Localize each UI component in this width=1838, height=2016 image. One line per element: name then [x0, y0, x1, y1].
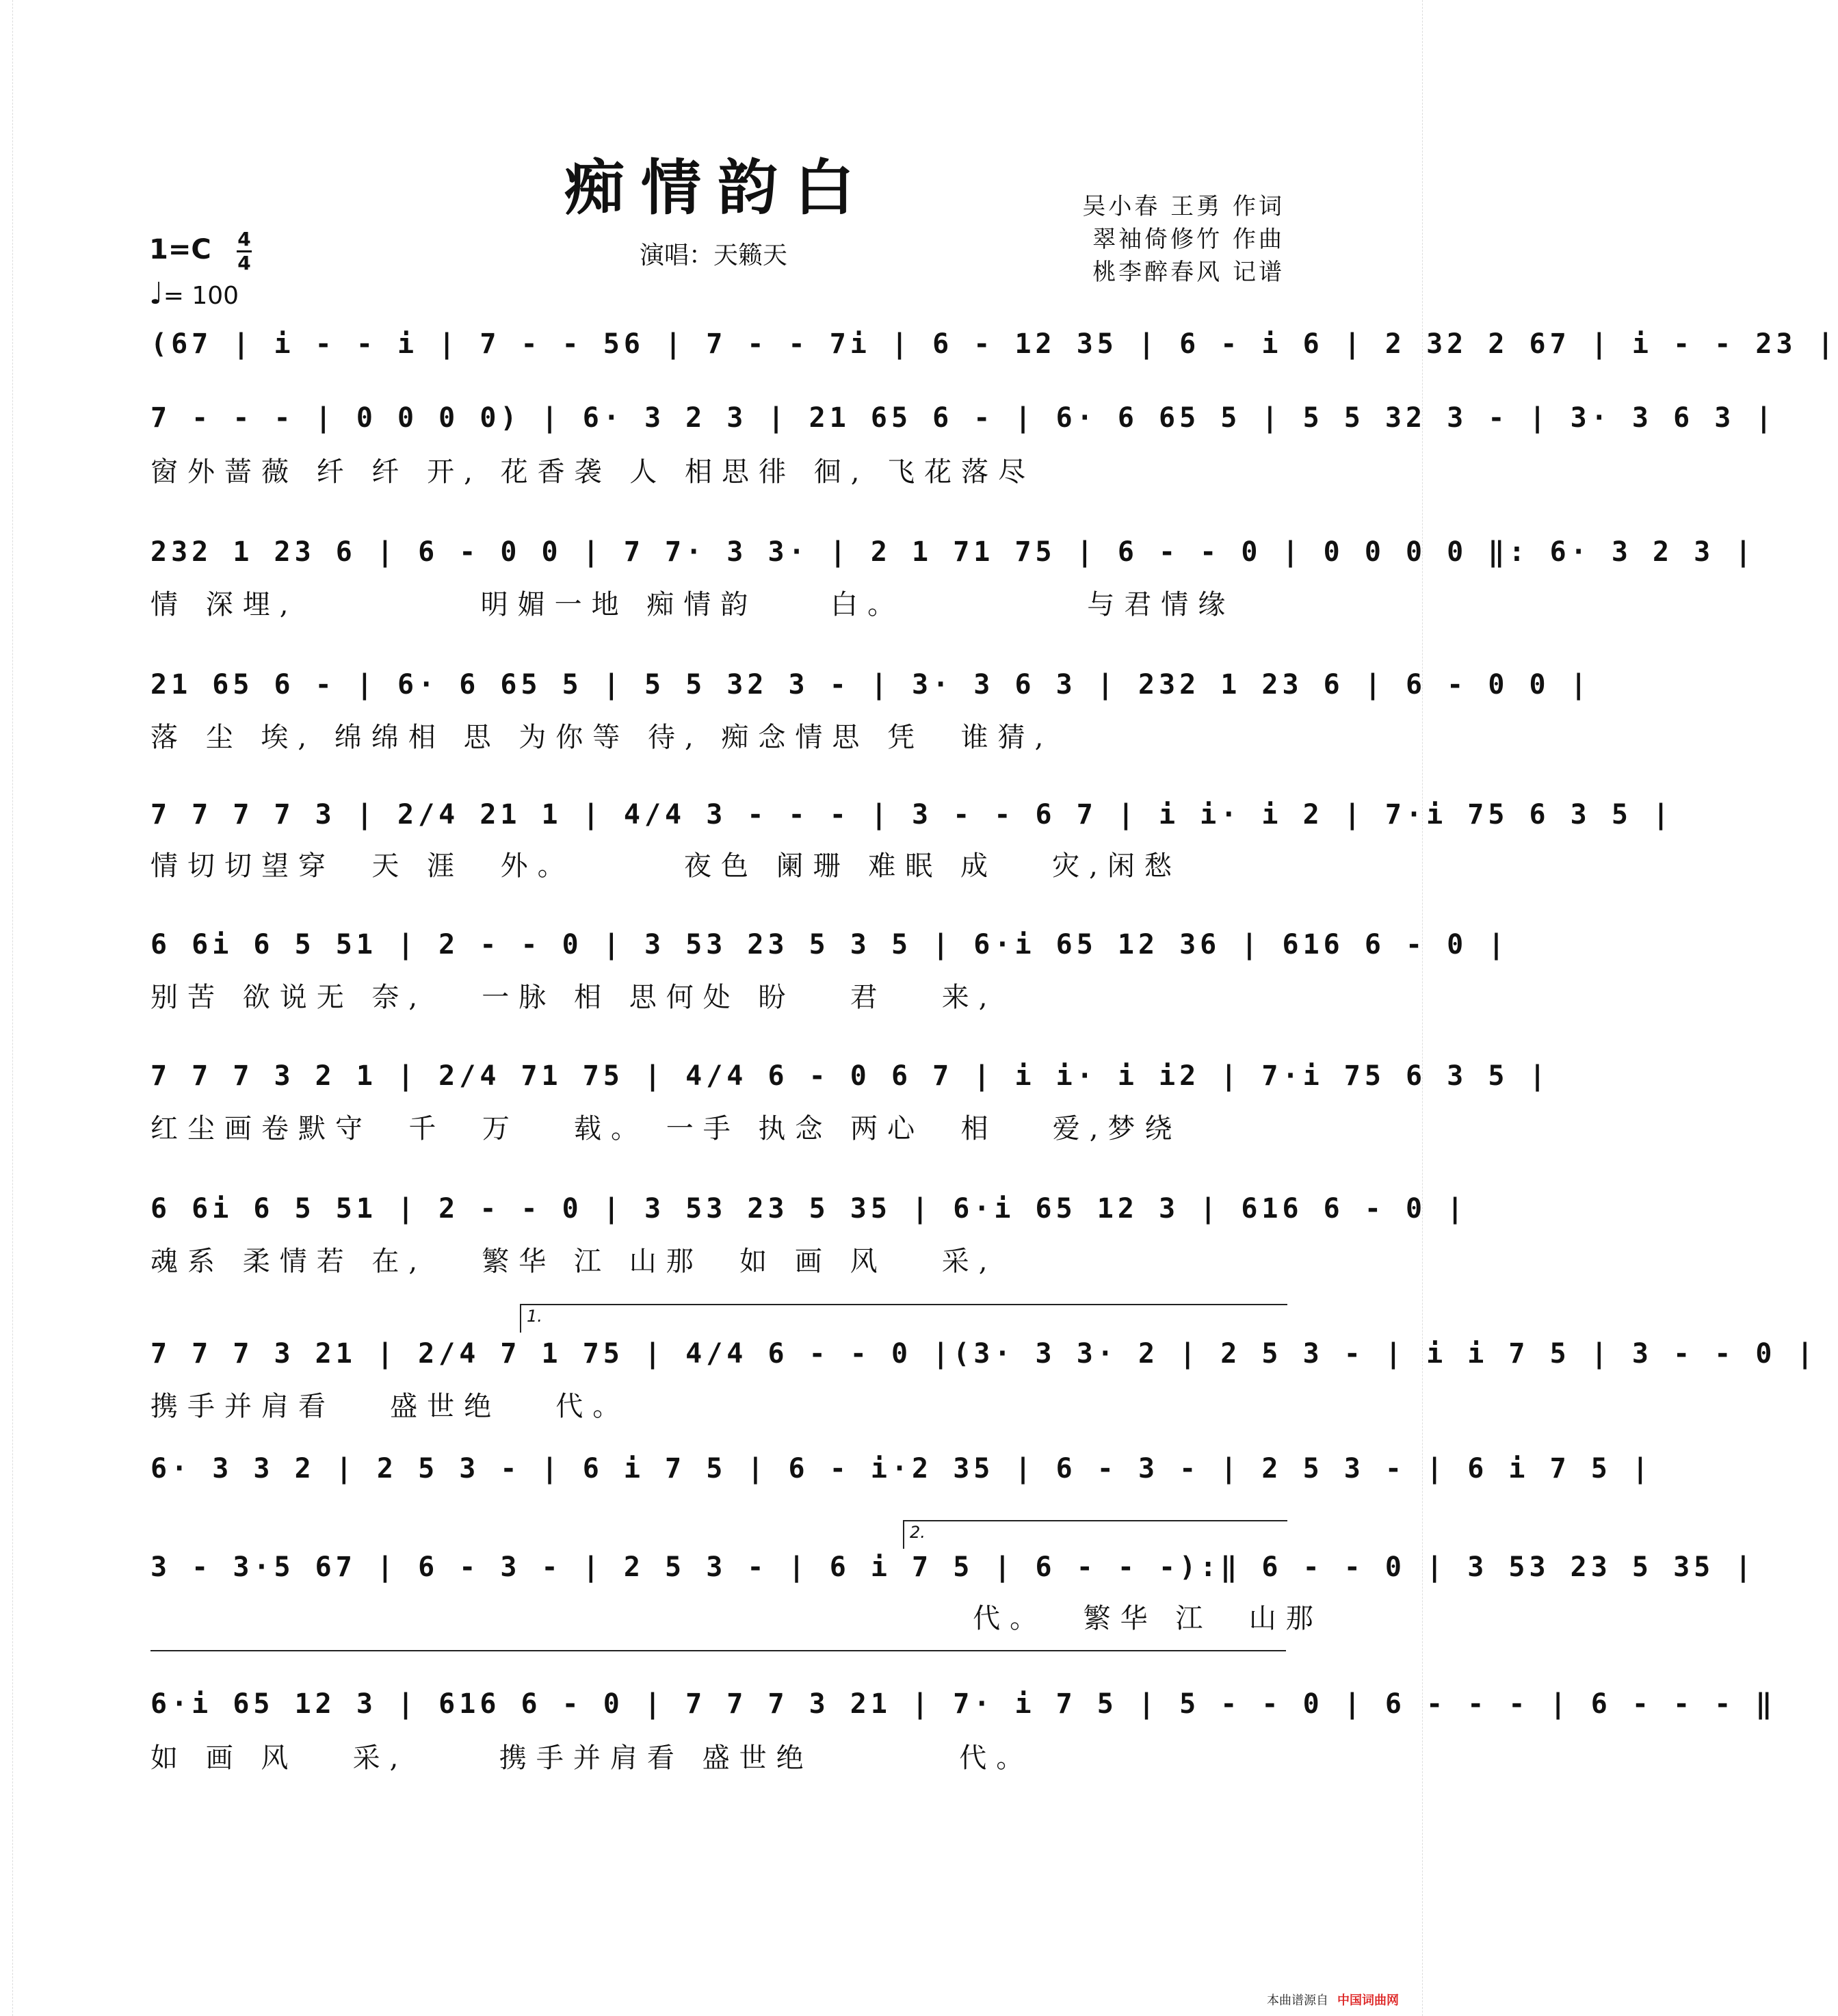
singer-credit: 演唱：天籁天	[640, 241, 788, 270]
score-system-5-lyrics: 情切切望穿 天 涯 外。 夜色 阑珊 难眠 成 灾,闲愁	[150, 850, 1181, 882]
time-signature-bottom: 4	[237, 252, 251, 274]
left-edge-strip	[0, 0, 13, 2016]
tempo-marking	[149, 276, 239, 311]
author-credits	[1082, 190, 1285, 289]
score-system-8-notes: 6 6i 6 5 51 | 2 - - 0 | 3 53 23 5 35 | 6·i 65 12 3 | 616 6 - 0 |	[150, 1193, 1468, 1225]
score-system-11-notes: 3 - 3·5 67 | 6 - 3 - | 2 5 3 - | 6 i 7 5 | 6 - - -):‖ 6 - - 0 | 3 53 23 5 35 |	[150, 1552, 1756, 1583]
volta-1-label: 1.	[527, 1307, 542, 1326]
score-system-9-lyrics: 携手并肩看 盛世绝 代。	[150, 1391, 630, 1422]
score-system-7-lyrics: 红尘画卷默守 千 万 载。 一手 执念 两心 相 爱,梦绕	[150, 1113, 1182, 1144]
score-system-4-lyrics: 落 尘 埃, 绵绵相 思 为你等 待, 痴念情思 凭 谁猜,	[150, 722, 1053, 753]
ending-bracket-line	[150, 1650, 1286, 1651]
score-system-8-lyrics: 魂系 柔情若 在, 繁华 江 山那 如 画 风 采,	[150, 1246, 997, 1277]
score-system-7-notes: 7 7 7 3 2 1 | 2/4 71 75 | 4/4 6 - 0 6 7 | i i· i i2 | 7·i 75 6 3 5 |	[150, 1060, 1550, 1092]
score-system-6-lyrics: 别苦 欲说无 奈, 一脉 相 思何处 盼 君 来,	[150, 982, 997, 1013]
transcriber-credit: 桃李醉春风 记谱	[1092, 259, 1285, 286]
source-note: 本曲谱源自	[1267, 1993, 1328, 2008]
score-system-9-notes: 7 7 7 3 21 | 2/4 7 1 75 | 4/4 6 - - 0 |(3· 3 3· 2 | 2 5 3 - | i i 7 5 | 3 - - 0 |	[150, 1338, 1817, 1370]
score-system-5-notes: 7 7 7 7 3 | 2/4 21 1 | 4/4 3 - - - | 3 - - 6 7 | i i· i 2 | 7·i 75 6 3 5 |	[150, 799, 1674, 830]
song-title: 痴情韵白	[564, 152, 871, 223]
composer-credit: 翠袖倚修竹 作曲	[1092, 226, 1285, 253]
volta-bracket-1	[520, 1304, 1287, 1333]
score-system-1-notes: (67 | i - - i | 7 - - 56 | 7 - - 7i | 6 - 12 35 | 6 - i 6 | 2 32 2 67 | i - - 23 |	[150, 328, 1838, 360]
score-system-2-lyrics: 窗外蔷薇 纤 纤 开, 花香袭 人 相思徘 徊, 飞花落尽	[150, 456, 1036, 488]
volta-bracket-2	[903, 1520, 1287, 1549]
score-system-11-lyrics: 代。 繁华 江 山那	[150, 1603, 1323, 1634]
score-system-6-notes: 6 6i 6 5 51 | 2 - - 0 | 3 53 23 5 3 5 | 6·i 65 12 36 | 616 6 - 0 |	[150, 929, 1509, 960]
score-system-3-lyrics: 情 深埋, 明媚一地 痴情韵 白。 与君情缘	[150, 589, 1235, 620]
time-signature-top: 4	[237, 228, 251, 250]
volta-2-label: 2.	[910, 1523, 925, 1542]
quarter-note-icon: ♩	[149, 276, 163, 311]
score-system-10-notes: 6· 3 3 2 | 2 5 3 - | 6 i 7 5 | 6 - i·2 35 | 6 - 3 - | 2 5 3 - | 6 i 7 5 |	[150, 1453, 1653, 1484]
key-signature: 1=C	[149, 234, 211, 265]
tempo-value: = 100	[163, 282, 239, 310]
lyricist-credit: 吴小春 王勇 作词	[1082, 193, 1285, 220]
source-site-logo: 中国词曲网	[1337, 1993, 1399, 2008]
score-system-2-notes: 7 - - - | 0 0 0 0) | 6· 3 2 3 | 21 65 6 - | 6· 6 65 5 | 5 5 32 3 - | 3· 3 6 3 |	[150, 402, 1776, 434]
score-system-12-notes: 6·i 65 12 3 | 616 6 - 0 | 7 7 7 3 21 | 7· i 7 5 | 5 - - 0 | 6 - - - | 6 - - - ‖	[150, 1688, 1776, 1720]
score-system-12-lyrics: 如 画 风 采, 携手并肩看 盛世绝 代。	[150, 1742, 1034, 1774]
score-system-3-notes: 232 1 23 6 | 6 - 0 0 | 7 7· 3 3· | 2 1 71 75 | 6 - - 0 | 0 0 0 0 ‖: 6· 3 2 3 |	[150, 536, 1756, 568]
score-system-4-notes: 21 65 6 - | 6· 6 65 5 | 5 5 32 3 - | 3· 3 6 3 | 232 1 23 6 | 6 - 0 0 |	[150, 669, 1591, 701]
time-signature	[237, 230, 252, 273]
